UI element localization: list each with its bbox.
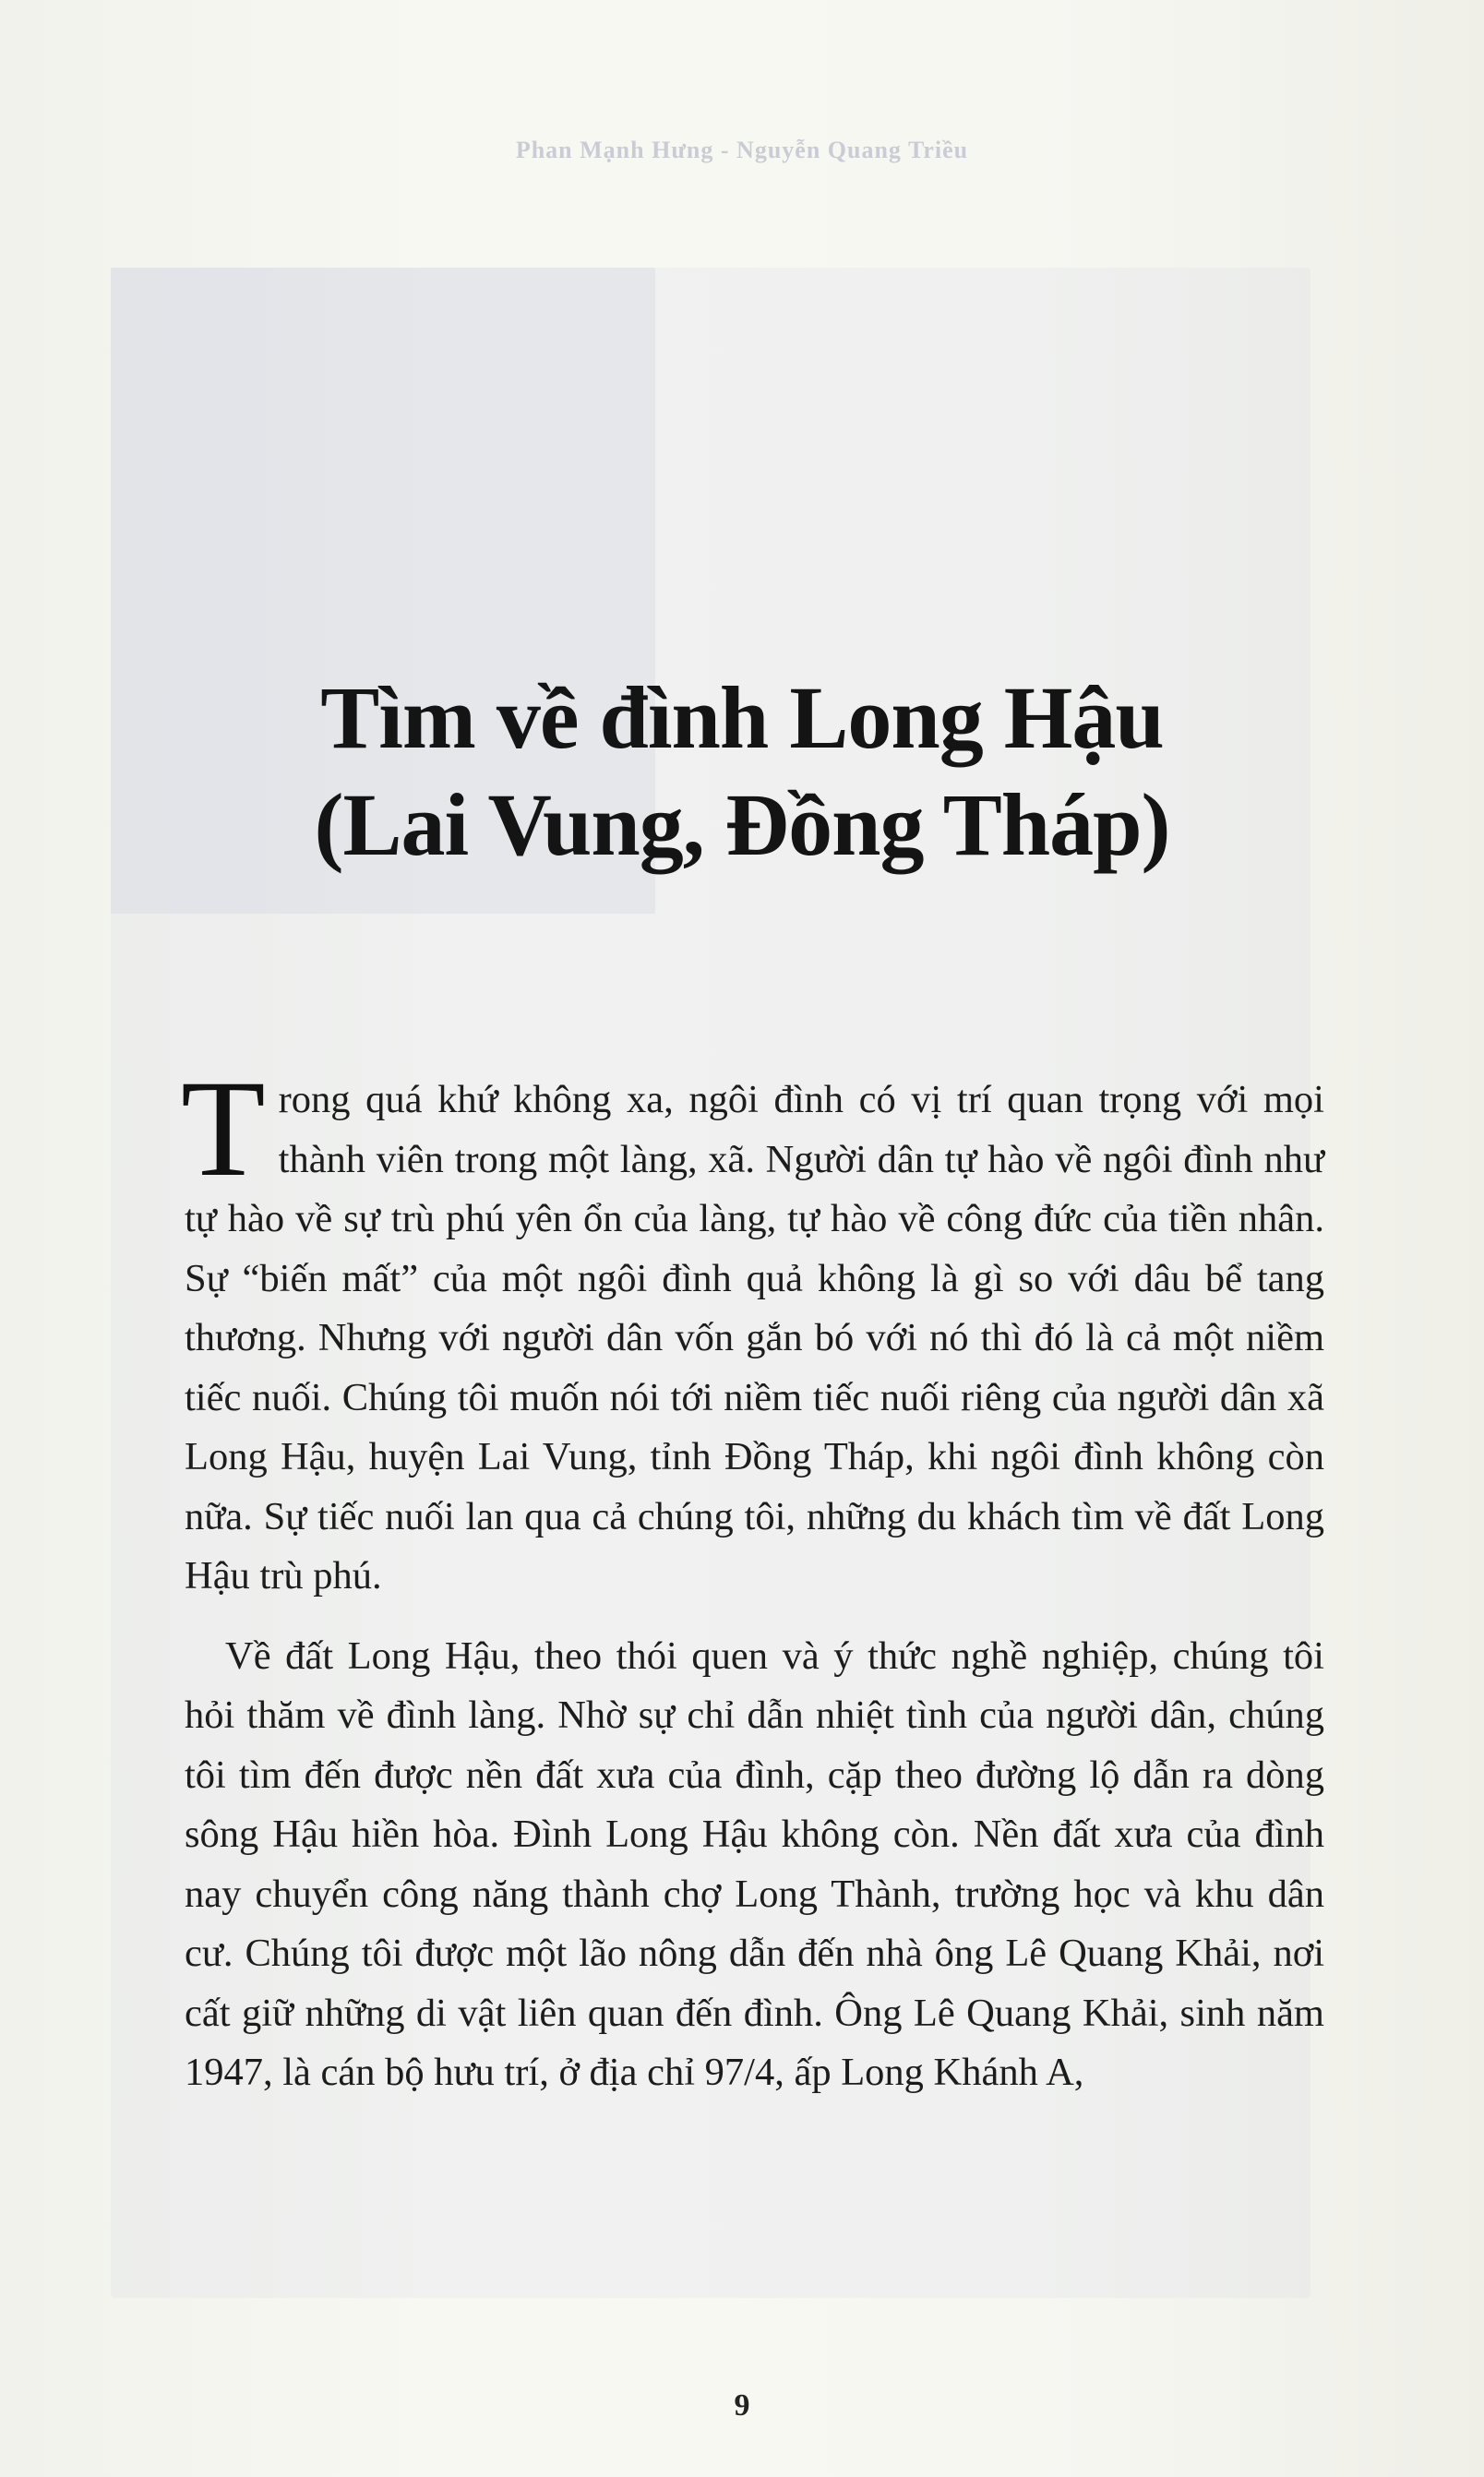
paragraph-1: [181, 1052, 1324, 1607]
page-number: 9: [734, 2388, 750, 2423]
paragraph-2: Về đất Long Hậu, theo thói quen và ý thức nghề nghiệp, chúng tôi hỏi thăm về đình làng. Nhờ sự chỉ dẫn nhiệt tình của người dân, chúng tôi tìm đến được nền đất xưa của đình, cặp theo đường lộ dẫn ra dòng sông Hậu hiền hòa. Đình Long Hậu không còn. Nền đất xưa của đình nay chuyển công năng thành chợ Long Thành, trường học và khu dân cư. Chúng tôi được một lão nông dẫn đến nhà ông Lê Quang Khải, nơi cất giữ những di vật liên quan đến đình. Ông Lê Quang Khải, sinh năm 1947, là cán bộ hưu trí, ở địa chỉ 97/4, ấp Long Khánh A,: [185, 1633, 1324, 2094]
drop-cap: T: [181, 1052, 266, 1205]
body-text: [181, 1052, 1324, 2103]
running-head: Phan Mạnh Hưng - Nguyễn Quang Triều: [515, 137, 969, 163]
chapter-title-line-1: Tìm về đình Long Hậu: [320, 668, 1164, 767]
paragraph-1-text: rong quá khứ không xa, ngôi đình có vị trí quan trọng với mọi thành viên trong một làng, xã. Người dân tự hào về ngôi đình như tự hào về sự trù phú yên ổn của làng, tự hào về công đức của tiền nhân. Sự “biến mất” của một ngôi đình quả không là gì so với dâu bể tang thương. Nhưng với người dân vốn gắn bó với nó thì đó là cả một niềm tiếc nuối. Chúng tôi muốn nói tới niềm tiếc nuối riêng của người dân xã Long Hậu, huyện Lai Vung, tỉnh Đồng Tháp, khi ngôi đình không còn nữa. Sự tiếc nuối lan qua cả chúng tôi, những du khách tìm về đất Long Hậu trù phú.: [185, 1078, 1324, 1597]
chapter-title: [0, 664, 1484, 879]
chapter-title-line-2: (Lai Vung, Đồng Tháp): [314, 775, 1170, 874]
